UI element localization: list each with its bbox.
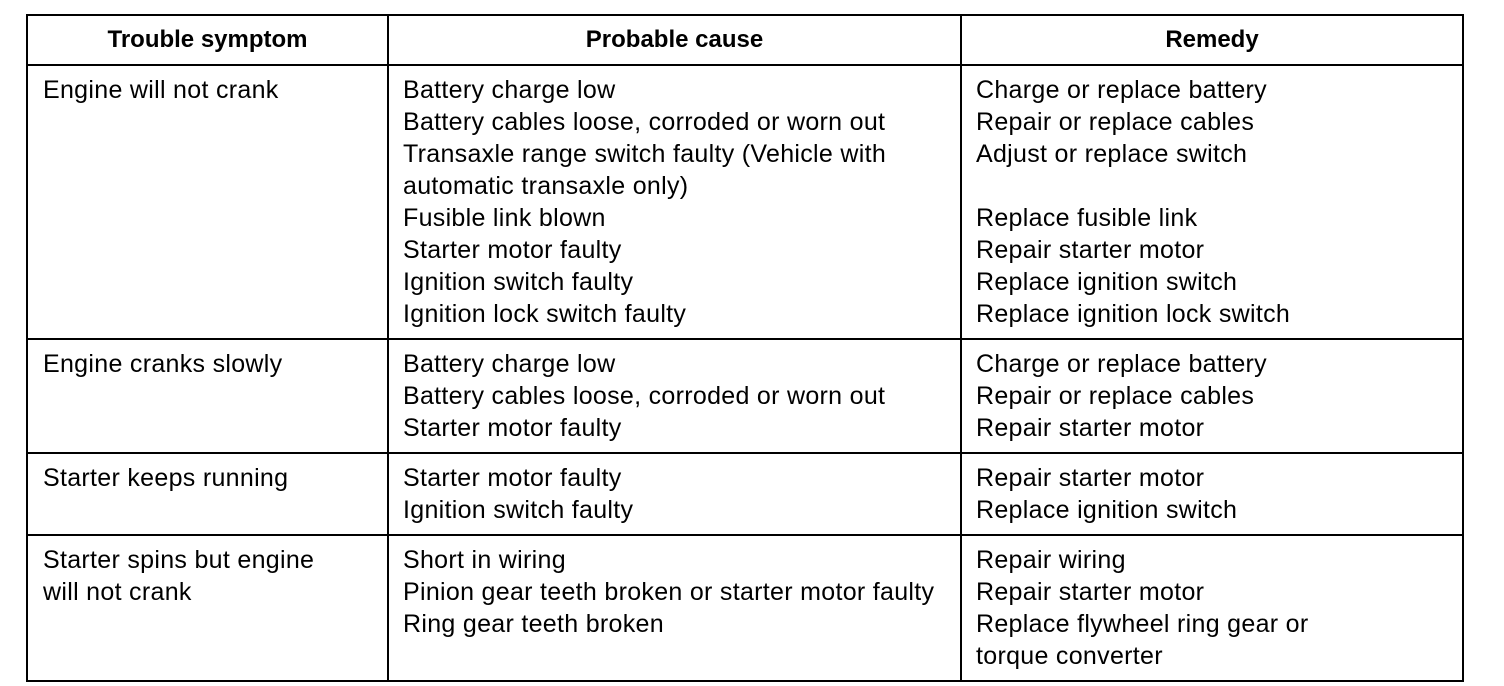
probable-cause-cell-line: Battery cables loose, corroded or worn out xyxy=(403,108,886,136)
table-row xyxy=(27,339,1463,453)
probable-cause-cell xyxy=(388,453,961,535)
remedy-cell xyxy=(961,453,1463,535)
header-remedy: Remedy xyxy=(961,15,1463,65)
troubleshooting-table-container xyxy=(26,14,1462,682)
trouble-symptom-cell xyxy=(27,339,388,453)
header-trouble-symptom: Trouble symptom xyxy=(27,15,388,65)
remedy-cell-line: Repair wiring xyxy=(976,546,1126,574)
probable-cause-cell-line: Ignition lock switch faulty xyxy=(403,300,687,328)
trouble-symptom-cell xyxy=(27,453,388,535)
probable-cause-cell-line: Starter motor faulty xyxy=(403,464,622,492)
remedy-cell-line: Charge or replace battery xyxy=(976,76,1267,104)
probable-cause-cell-line: Battery charge low xyxy=(403,76,616,104)
probable-cause-cell-line: Pinion gear teeth broken or starter motor faulty xyxy=(403,578,935,606)
remedy-cell-line: torque converter xyxy=(976,642,1163,670)
probable-cause-cell-line: automatic transaxle only) xyxy=(403,172,689,200)
remedy-cell-line: Charge or replace battery xyxy=(976,350,1267,378)
header-row xyxy=(27,15,1463,65)
remedy-cell-line xyxy=(976,170,1450,202)
table-row xyxy=(27,535,1463,681)
table-row xyxy=(27,453,1463,535)
probable-cause-cell xyxy=(388,65,961,339)
trouble-symptom-cell-line: Starter spins but engine xyxy=(43,546,315,574)
trouble-symptom-cell-line: Starter keeps running xyxy=(43,464,289,492)
probable-cause-cell-line: Transaxle range switch faulty (Vehicle with xyxy=(403,140,887,168)
probable-cause-cell-line: Starter motor faulty xyxy=(403,236,622,264)
probable-cause-cell-line: Battery charge low xyxy=(403,350,616,378)
remedy-cell-line: Replace fusible link xyxy=(976,204,1198,232)
probable-cause-cell-line: Starter motor faulty xyxy=(403,414,622,442)
probable-cause-cell xyxy=(388,339,961,453)
remedy-cell-line: Replace flywheel ring gear or xyxy=(976,610,1309,638)
header-probable-cause: Probable cause xyxy=(388,15,961,65)
remedy-cell-line: Replace ignition switch xyxy=(976,496,1238,524)
probable-cause-cell-line: Ignition switch faulty xyxy=(403,496,634,524)
remedy-cell-line: Adjust or replace switch xyxy=(976,140,1248,168)
trouble-symptom-cell-line: Engine cranks slowly xyxy=(43,350,283,378)
probable-cause-cell-line: Ring gear teeth broken xyxy=(403,610,664,638)
remedy-cell-line: Repair starter motor xyxy=(976,578,1205,606)
trouble-symptom-cell-line: will not crank xyxy=(43,578,192,606)
remedy-cell-line: Repair or replace cables xyxy=(976,108,1255,136)
remedy-cell-line: Repair starter motor xyxy=(976,236,1205,264)
troubleshooting-table xyxy=(26,14,1464,682)
remedy-cell-line: Repair starter motor xyxy=(976,414,1205,442)
trouble-symptom-cell xyxy=(27,535,388,681)
probable-cause-cell-line: Ignition switch faulty xyxy=(403,268,634,296)
remedy-cell xyxy=(961,535,1463,681)
probable-cause-cell xyxy=(388,535,961,681)
probable-cause-cell-line: Battery cables loose, corroded or worn out xyxy=(403,382,886,410)
probable-cause-cell-line: Fusible link blown xyxy=(403,204,606,232)
trouble-symptom-cell xyxy=(27,65,388,339)
trouble-symptom-cell-line: Engine will not crank xyxy=(43,76,279,104)
table-row xyxy=(27,65,1463,339)
remedy-cell-line: Repair starter motor xyxy=(976,464,1205,492)
probable-cause-cell-line: Short in wiring xyxy=(403,546,566,574)
remedy-cell-line: Replace ignition switch xyxy=(976,268,1238,296)
table-body xyxy=(27,65,1463,681)
remedy-cell xyxy=(961,65,1463,339)
remedy-cell xyxy=(961,339,1463,453)
remedy-cell-line: Repair or replace cables xyxy=(976,382,1255,410)
remedy-cell-line: Replace ignition lock switch xyxy=(976,300,1291,328)
